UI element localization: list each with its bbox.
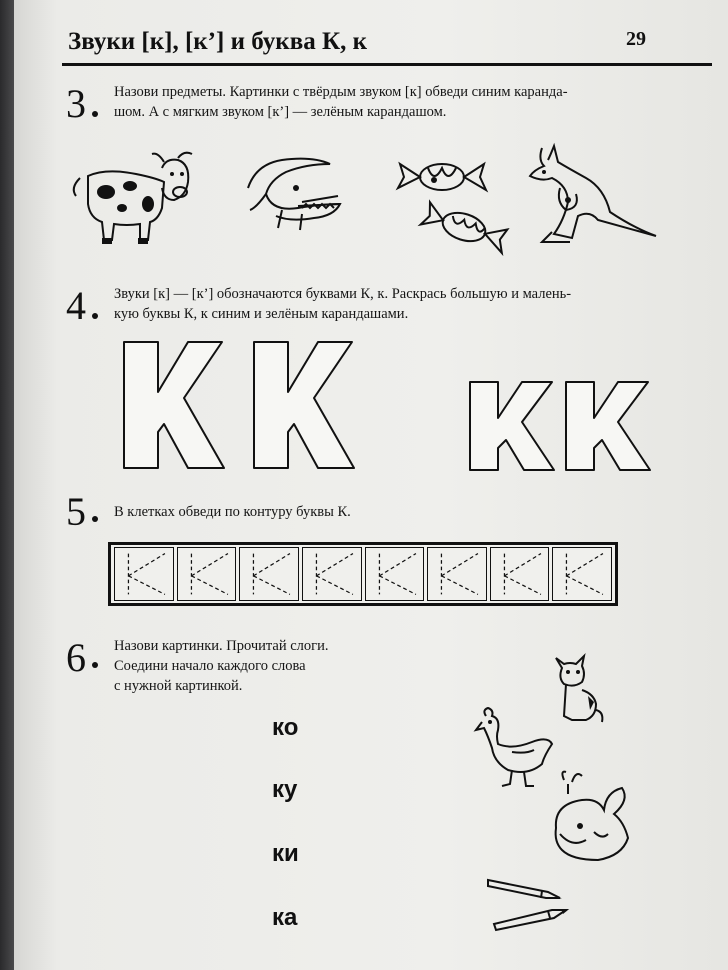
task-6-line-2: Соедини начало каждого слова bbox=[114, 658, 306, 674]
tracing-cell[interactable] bbox=[177, 547, 237, 601]
header-divider bbox=[62, 63, 712, 66]
syllable-ko[interactable]: ко bbox=[272, 714, 299, 741]
tracing-cell[interactable] bbox=[552, 547, 612, 601]
task-3-dot bbox=[92, 111, 98, 117]
task-6-instructions bbox=[114, 636, 329, 696]
syllable-ki[interactable]: ки bbox=[272, 840, 299, 867]
task-6-line-3: с нужной картинкой. bbox=[114, 678, 243, 694]
cat-picture[interactable] bbox=[552, 654, 606, 726]
task-4-instructions bbox=[114, 284, 571, 324]
cow-picture[interactable] bbox=[66, 148, 194, 252]
task-4-dot bbox=[92, 313, 98, 319]
lowercase-letter-k-outline[interactable] bbox=[466, 378, 556, 474]
tracing-cell[interactable] bbox=[239, 547, 299, 601]
task-6-dot bbox=[92, 662, 98, 668]
task-4-line-1: Звуки [к] — [к’] обозначаются буквами К, к. Раскрась большую и малень- bbox=[114, 286, 572, 302]
task-3-instructions bbox=[114, 82, 568, 122]
kangaroo-picture[interactable] bbox=[524, 142, 660, 250]
task-3-number: 3 bbox=[66, 81, 86, 126]
task-5-dot bbox=[92, 516, 98, 522]
page-title: Звуки [к], [к’] и буква К, к bbox=[68, 28, 367, 55]
task-4-number: 4 bbox=[66, 283, 86, 328]
syllable-ku[interactable]: ку bbox=[272, 776, 298, 803]
task-6-line-1: Назови картинки. Прочитай слоги. bbox=[114, 638, 329, 654]
tracing-cell[interactable] bbox=[365, 547, 425, 601]
tracing-cell[interactable] bbox=[114, 547, 174, 601]
candy-picture[interactable] bbox=[418, 202, 510, 252]
candy-picture[interactable] bbox=[394, 156, 490, 198]
tracing-cell[interactable] bbox=[427, 547, 487, 601]
capital-letter-k-outline[interactable] bbox=[248, 338, 358, 472]
crocodile-picture[interactable] bbox=[242, 150, 346, 236]
tracing-cell[interactable] bbox=[490, 547, 550, 601]
page-number: 29 bbox=[626, 28, 646, 50]
task-6-number: 6 bbox=[66, 635, 86, 680]
task-3-line-1: Назови предметы. Картинки с твёрдым звуком [к] обведи синим каранда- bbox=[114, 84, 568, 100]
capital-letter-k-outline[interactable] bbox=[118, 338, 228, 472]
workbook-page bbox=[14, 0, 728, 970]
pencils-picture[interactable] bbox=[486, 872, 570, 930]
whale-picture[interactable] bbox=[542, 770, 638, 866]
task-5-instructions bbox=[114, 502, 351, 522]
syllable-ka[interactable]: ка bbox=[272, 904, 298, 931]
task-5-line-1: В клетках обведи по контуру буквы К. bbox=[114, 504, 351, 520]
task-5-number: 5 bbox=[66, 489, 86, 534]
tracing-cell[interactable] bbox=[302, 547, 362, 601]
lowercase-letter-k-outline[interactable] bbox=[562, 378, 652, 474]
task-3-line-2: шом. А с мягким звуком [к’] — зелёным карандашом. bbox=[114, 104, 447, 120]
task-4-line-2: кую буквы К, к синим и зелёным карандашами. bbox=[114, 306, 409, 322]
tracing-grid bbox=[108, 542, 618, 606]
book-spine-edge bbox=[0, 0, 14, 970]
